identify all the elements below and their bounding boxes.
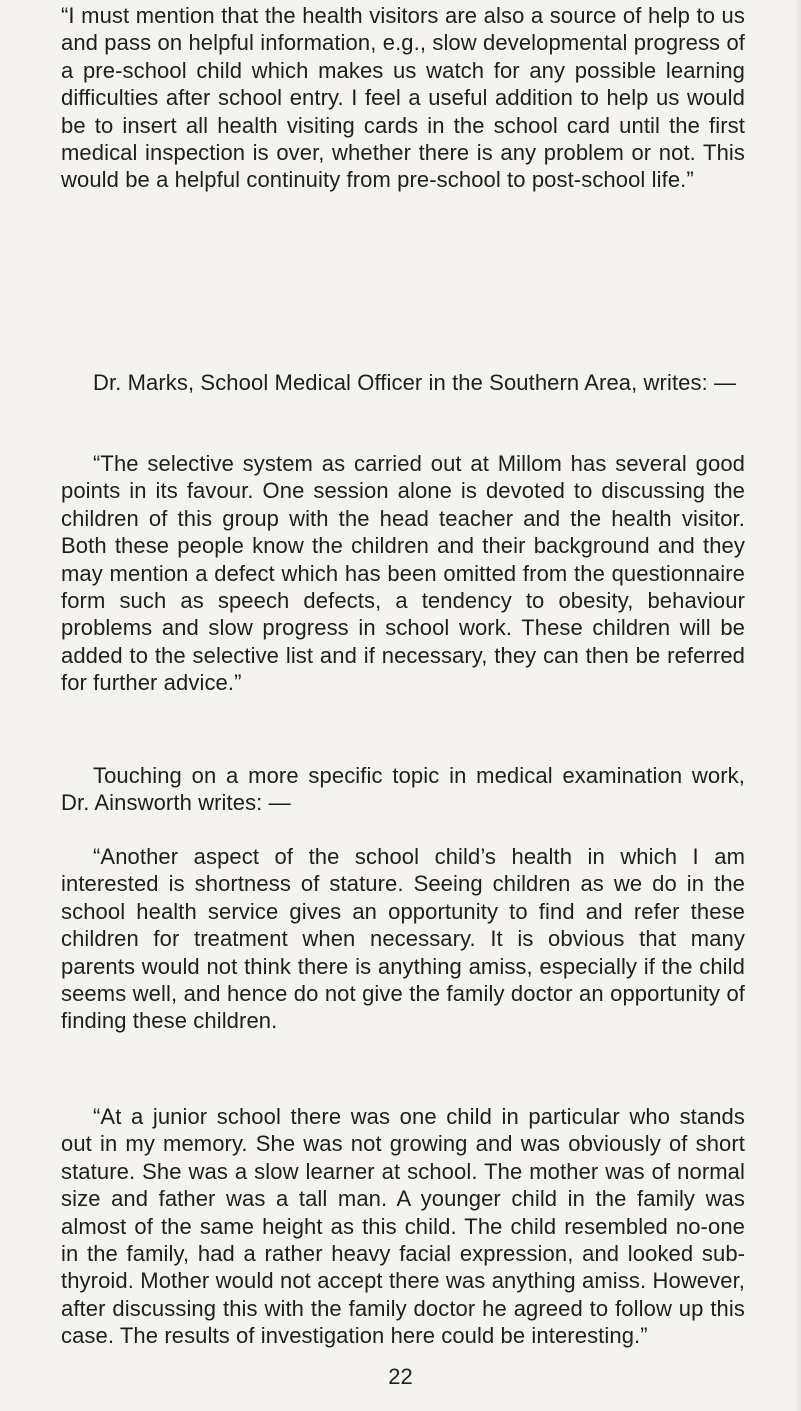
page-edge-shadow [795,0,801,1411]
paragraph-text: Touching on a more specific topic in medical examination work, Dr. Ainsworth writes: — [61,763,745,816]
page-number: 22 [388,1364,413,1389]
paragraph-text: “I must mention that the health visitors are also a source of help to us and pass on helpful information, e.g., slow developmental progress of a pre-school child which makes us watch for any possible learning difficulties after school entry. I feel a useful addition to help us would be to insert all health visiting cards in the school card until the first medical inspection is over, whether there is any problem or not. This would be a helpful continuity from pre-school to post-school life.” [61,3,745,193]
paragraph-text: “At a junior school there was one child in particular who stands out in my memory. She was not growing and was obviously of short stature. She was a slow learner at school. The mother was of normal size and father was a tall man. A younger child in the family was almost of the same height as this child. The child resembled no-one in the family, had a rather heavy facial expression, and looked subthyroid. Mother would not accept there was anything amiss. However, after discussing this with the family doctor he agreed to follow up this case. The results of investigation here could be interesting.” [61,1104,745,1349]
paragraph-health-visitors-quote [61,2,745,194]
paragraph-text: Dr. Marks, School Medical Officer in the Southern Area, writes: — [93,370,737,395]
paragraph-junior-school-quote [61,1103,745,1350]
paragraph-selective-system-quote [61,450,745,697]
paragraph-text: “Another aspect of the school child’s health in which I am interested is shortness of stature. Seeing children as we do in the school health service gives an opportunity to find and refer these children for treatment when necessary. It is obvious that many parents would not think there is anything amiss, especially if the child seems well, and hence do not give the family doctor an opportunity of finding these children. [61,844,745,1034]
paragraph-stature-quote [61,843,745,1035]
paragraph-dr-ainsworth-intro [61,762,745,817]
paragraph-dr-marks-intro [61,369,745,396]
paragraph-text: “The selective system as carried out at Millom has several good points in its favour. One session alone is devoted to discussing the children of this group with the head teacher and the health visitor. Both these people know the children and their background and they may mention a defect which has been omitted from the questionnaire form such as speech defects, a tendency to obesity, behaviour problems and slow progress in school work. These children will be added to the selective list and if necessary, they can then be referred for further advice.” [61,451,745,696]
